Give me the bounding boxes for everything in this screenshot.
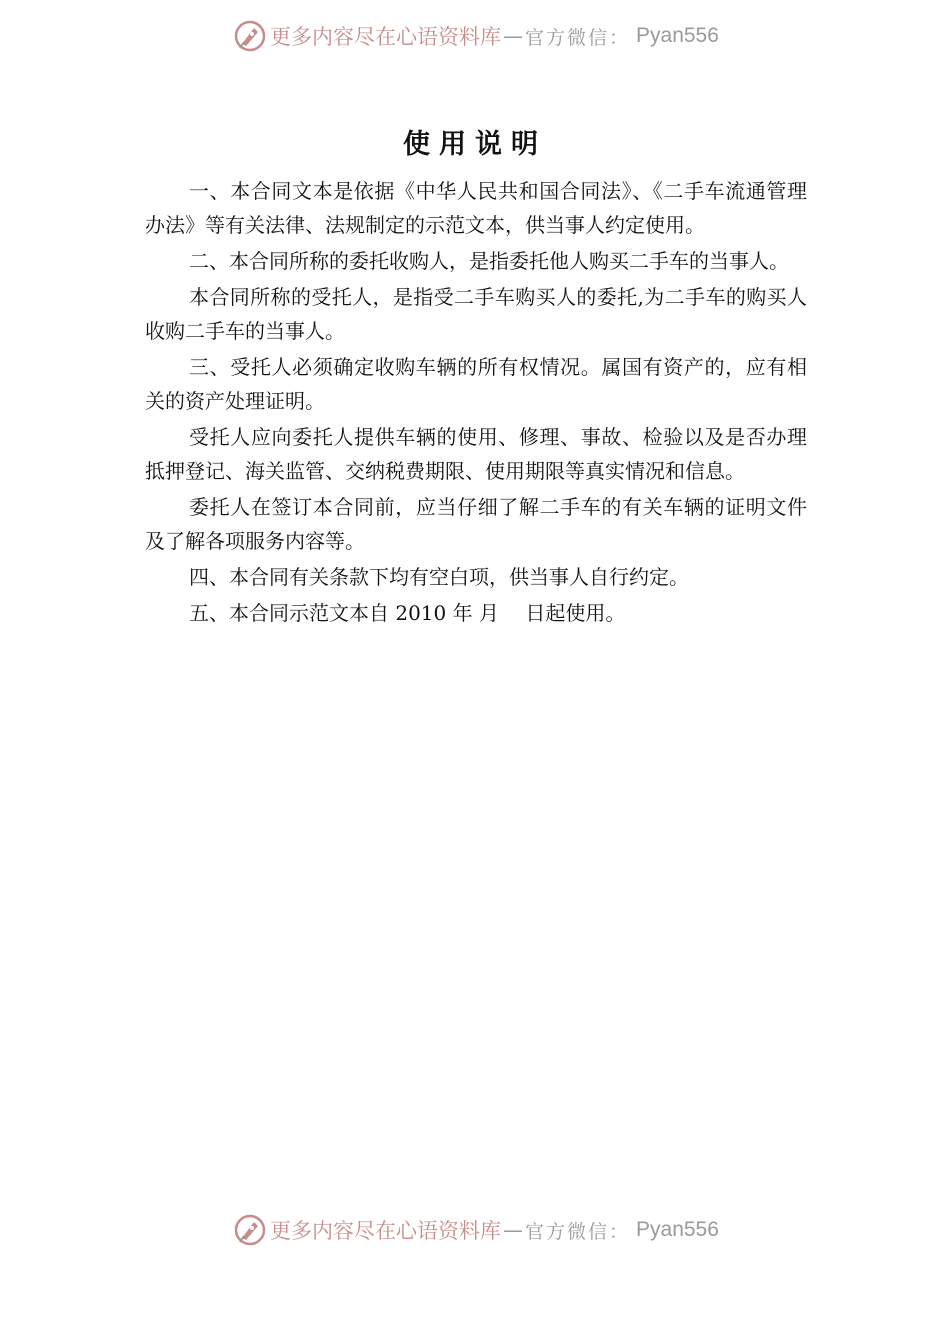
watermark-label: 官方微信：	[525, 1220, 631, 1243]
paragraph: 二、本合同所称的委托收购人，是指委托他人购买二手车的当事人。	[189, 249, 789, 273]
paragraph: 受托人应向委托人提供车辆的使用、修理、事故、检验以及是否办理抵押登记、海关监管、交纳税费期限、使用期限等真实情况和信息。	[145, 425, 807, 483]
watermark-dash: —	[503, 24, 523, 48]
paragraph: 四、本合同有关条款下均有空白项，供当事人自行约定。	[189, 565, 689, 589]
watermark-id: Pyan556	[636, 1218, 719, 1241]
header-watermark	[232, 18, 719, 54]
paragraph: 本合同所称的受托人，是指受二手车购买人的委托,为二手车的购买人收购二手车的当事人。	[145, 285, 807, 343]
document-body	[145, 174, 807, 632]
pen-nib-logo-icon	[232, 18, 268, 54]
watermark-text: 更多内容尽在心语资料库	[270, 25, 501, 49]
watermark-text: 更多内容尽在心语资料库	[270, 1219, 501, 1243]
document-title: 使用说明	[403, 129, 547, 160]
watermark-label: 官方微信：	[525, 26, 631, 49]
watermark-id: Pyan556	[636, 24, 719, 47]
paragraph: 三、受托人必须确定收购车辆的所有权情况。属国有资产的，应有相关的资产处理证明。	[145, 355, 807, 413]
paragraph: 一、本合同文本是依据《中华人民共和国合同法》、《二手车流通管理办法》等有关法律、法规制定的示范文本，供当事人约定使用。	[145, 179, 807, 237]
watermark-dash: —	[503, 1218, 523, 1242]
paragraph: 五、本合同示范文本自 2010 年 月 日起使用。	[189, 601, 626, 625]
footer-watermark	[232, 1212, 719, 1248]
paragraph: 委托人在签订本合同前，应当仔细了解二手车的有关车辆的证明文件及了解各项服务内容等。	[145, 495, 807, 553]
pen-nib-logo-icon	[232, 1212, 268, 1248]
